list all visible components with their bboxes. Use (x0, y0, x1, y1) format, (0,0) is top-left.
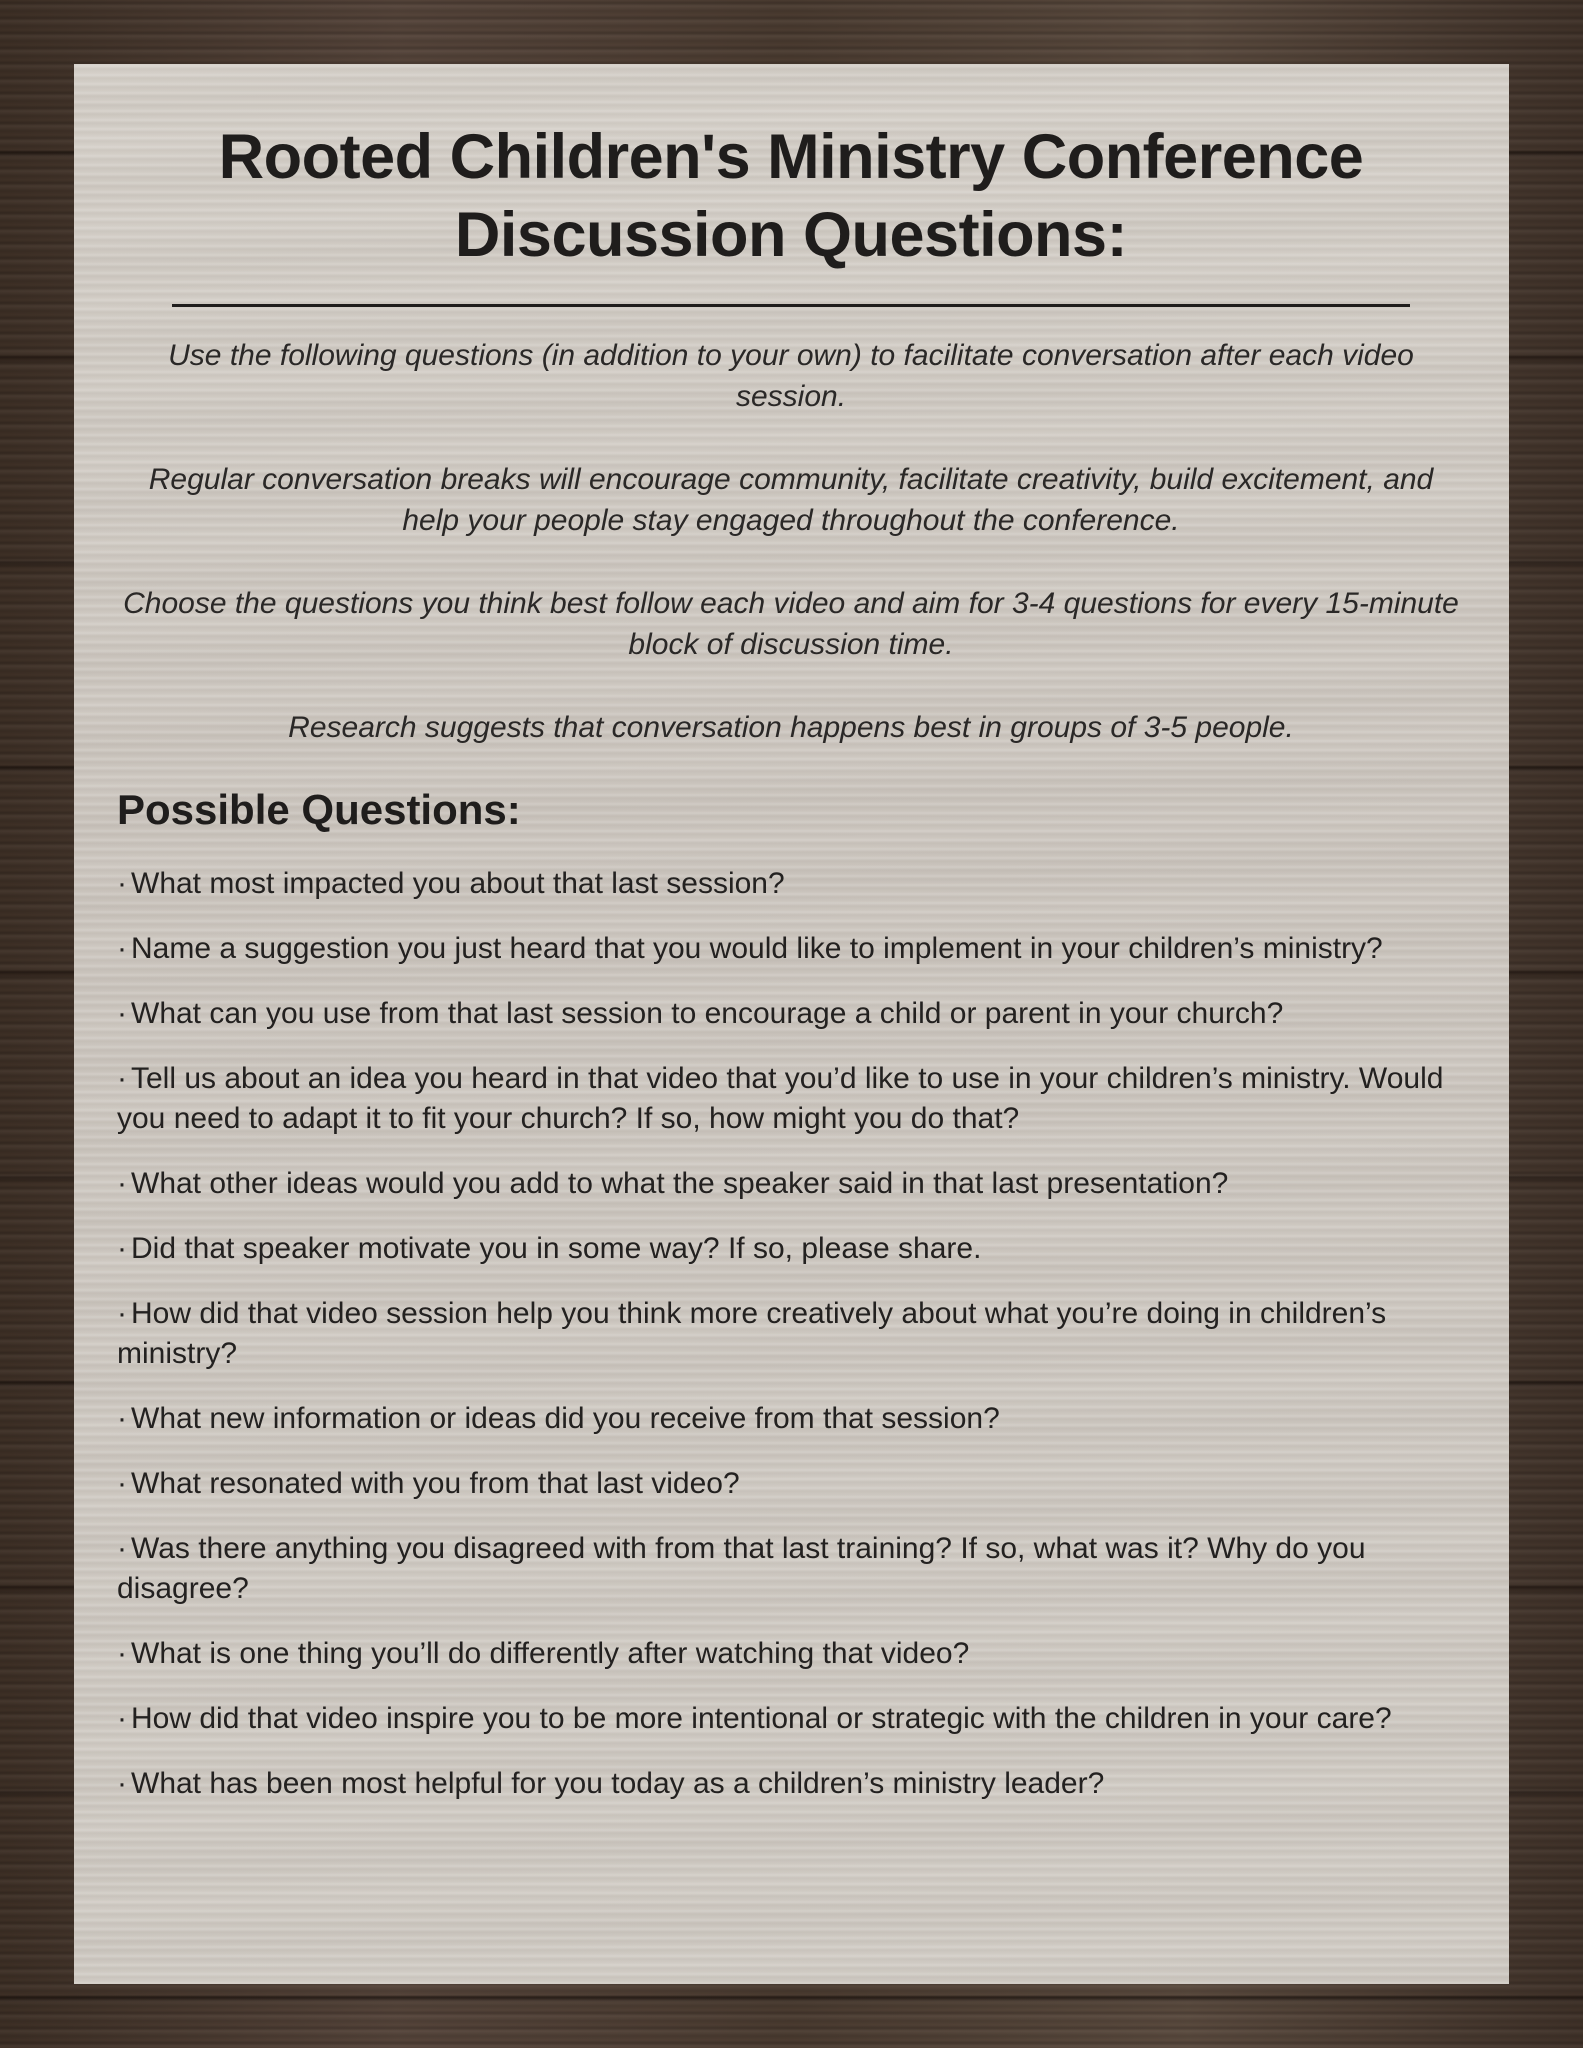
intro-paragraph: Choose the questions you think best follow each video and aim for 3-4 questions for every 15-minute block of discussion time. (123, 587, 1459, 661)
list-item (117, 864, 1465, 904)
page-title (117, 118, 1465, 274)
list-item (117, 1764, 1465, 1804)
title-line-2: Discussion Questions: (454, 200, 1128, 270)
question-text: Tell us about an idea you heard in that video that you’d like to use in your children’s ministry. Would you need to adapt it to fit your church? If so, how might you do that? (117, 1062, 1444, 1135)
bullet: · (117, 1402, 127, 1435)
question-text: How did that video session help you think more creatively about what you’re doing in children’s ministry? (117, 1297, 1387, 1370)
intro-instructions (117, 335, 1465, 748)
bullet: · (117, 867, 127, 900)
bullet: · (117, 1062, 127, 1095)
list-item (117, 1399, 1465, 1439)
bullet: · (117, 1767, 127, 1800)
intro-paragraph: Research suggests that conversation happens best in groups of 3-5 people. (288, 711, 1294, 744)
list-item (117, 929, 1465, 969)
question-text: Name a suggestion you just heard that you would like to implement in your children’s ministry? (131, 932, 1383, 965)
list-item (117, 1464, 1465, 1504)
document-panel (74, 64, 1509, 1984)
list-item (117, 1699, 1465, 1739)
bullet: · (117, 1637, 127, 1670)
question-text: Did that speaker motivate you in some way? If so, please share. (131, 1232, 982, 1265)
list-item (117, 1164, 1465, 1204)
list-item (117, 1294, 1465, 1374)
question-text: How did that video inspire you to be more intentional or strategic with the children in your care? (131, 1702, 1392, 1735)
list-item (117, 994, 1465, 1034)
title-divider (172, 304, 1410, 307)
bullet: · (117, 1297, 127, 1330)
question-text: What is one thing you’ll do differently after watching that video? (131, 1637, 970, 1670)
list-item (117, 1059, 1465, 1139)
question-text: What other ideas would you add to what the speaker said in that last presentation? (131, 1167, 1229, 1200)
bullet: · (117, 997, 127, 1030)
intro-paragraph: Use the following questions (in addition to your own) to facilitate conversation after each video session. (168, 339, 1414, 413)
list-item (117, 1634, 1465, 1674)
bullet: · (117, 932, 127, 965)
questions-list (117, 864, 1465, 1804)
question-text: What most impacted you about that last session? (131, 867, 785, 900)
question-text: What can you use from that last session to encourage a child or parent in your church? (131, 997, 1284, 1030)
bullet: · (117, 1532, 127, 1565)
bullet: · (117, 1167, 127, 1200)
bullet: · (117, 1232, 127, 1265)
title-line-1: Rooted Children's Ministry Conference (218, 122, 1364, 192)
question-text: What new information or ideas did you receive from that session? (131, 1402, 1000, 1435)
question-text: What has been most helpful for you today as a children’s ministry leader? (131, 1767, 1105, 1800)
bullet: · (117, 1702, 127, 1735)
question-text: What resonated with you from that last video? (131, 1467, 740, 1500)
list-item (117, 1529, 1465, 1609)
intro-paragraph: Regular conversation breaks will encourage community, facilitate creativity, build excitement, and help your people stay engaged throughout the conference. (148, 463, 1434, 537)
bullet: · (117, 1467, 127, 1500)
list-item (117, 1229, 1465, 1269)
question-text: Was there anything you disagreed with from that last training? If so, what was it? Why do you disagree? (117, 1532, 1366, 1605)
section-heading: Possible Questions: (117, 786, 521, 833)
